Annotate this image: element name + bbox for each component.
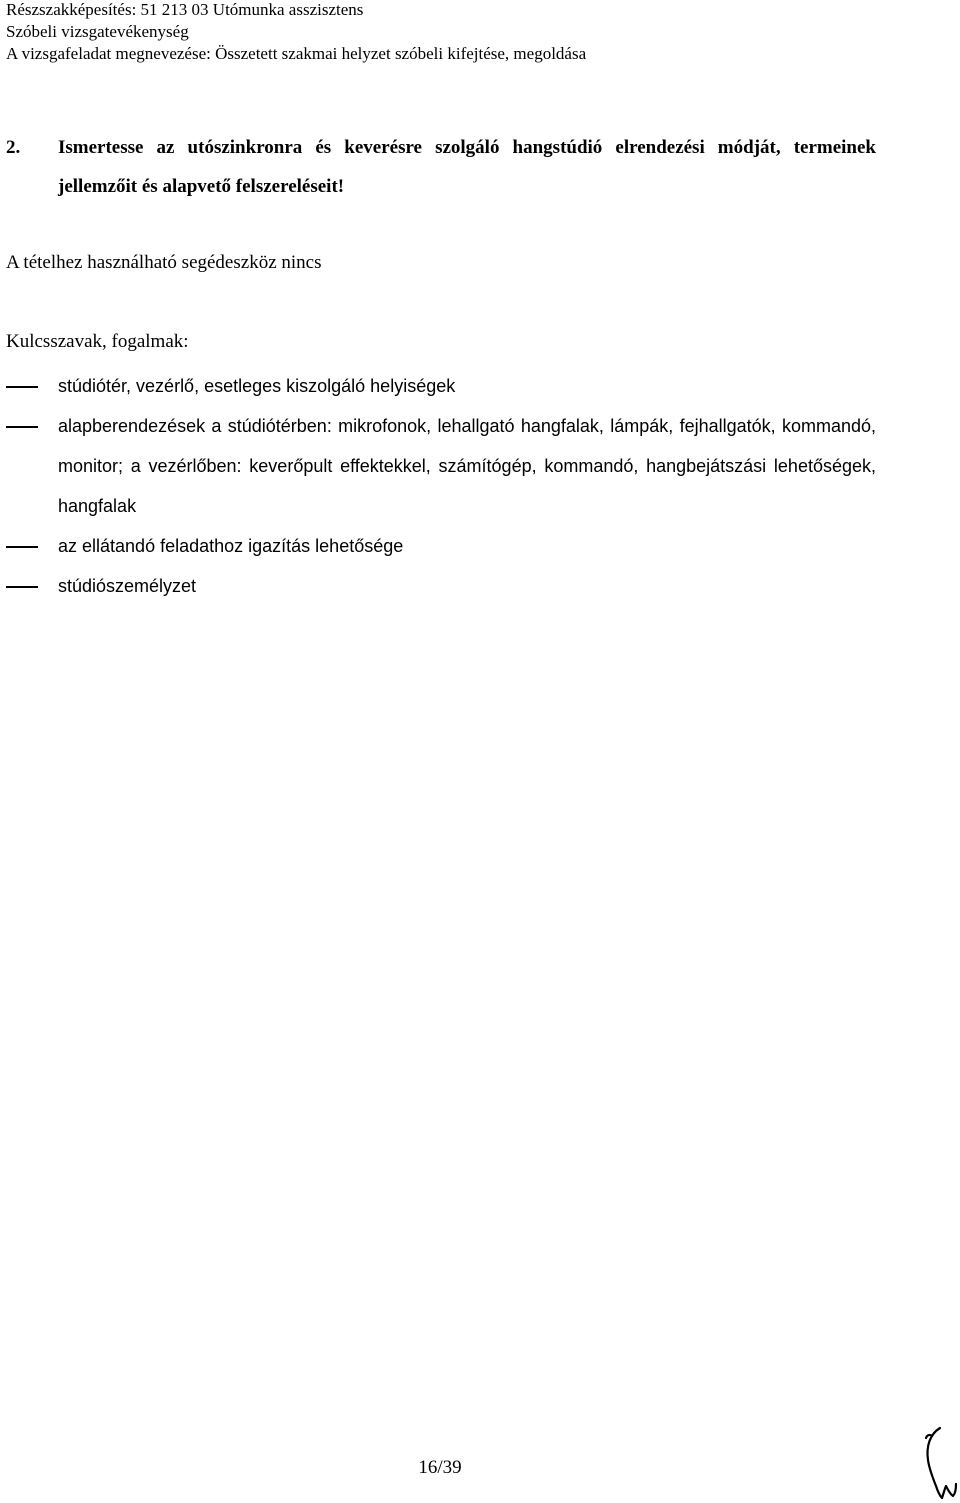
signature-icon (918, 1424, 960, 1500)
dash-bullet-icon (6, 366, 38, 406)
list-item (6, 566, 876, 606)
keyword-text: alapberendezések a stúdiótérben: mikrofonok, lehallgató hangfalak, lámpák, fejhallgatók, kommandó, monitor; a vezérlőben: keverőpult effektekkel, számítógép, kommandó, hangbejátszási lehetőségek, hangfalak (58, 416, 876, 516)
header-qualification: Részszakképesítés: 51 213 03 Utómunka asszisztens (6, 0, 364, 19)
dash-bullet-icon (6, 566, 38, 606)
tools-line (6, 248, 322, 278)
keywords-title: Kulcsszavak, fogalmak: (6, 331, 189, 352)
dash-bullet-icon (6, 406, 38, 446)
list-item (6, 526, 876, 566)
dash-bullet-icon (6, 526, 38, 566)
tools-value: nincs (281, 252, 322, 273)
keywords-list (6, 366, 876, 606)
tools-label: A tételhez használható segédeszköz (6, 252, 277, 273)
question-number: 2. (6, 137, 21, 158)
list-item (6, 406, 876, 526)
keyword-text: az ellátandó feladathoz igazítás lehetősége (58, 536, 404, 556)
header-task-name: A vizsgafeladat megnevezése: Összetett szakmai helyzet szóbeli kifejtése, megoldása (6, 44, 587, 63)
keyword-text: stúdiószemélyzet (58, 576, 197, 596)
question (6, 128, 876, 206)
header-exam-activity: Szóbeli vizsgatevékenység (6, 22, 189, 41)
list-item (6, 366, 876, 406)
question-text: Ismertesse az utószinkronra és keverésre szolgáló hangstúdió elrendezési módját, termeinek jellemzőit és alapvető felszereléseit! (58, 137, 876, 197)
page-number: 16/39 (418, 1457, 462, 1478)
keyword-text: stúdiótér, vezérlő, esetleges kiszolgáló helyiségek (58, 376, 456, 396)
